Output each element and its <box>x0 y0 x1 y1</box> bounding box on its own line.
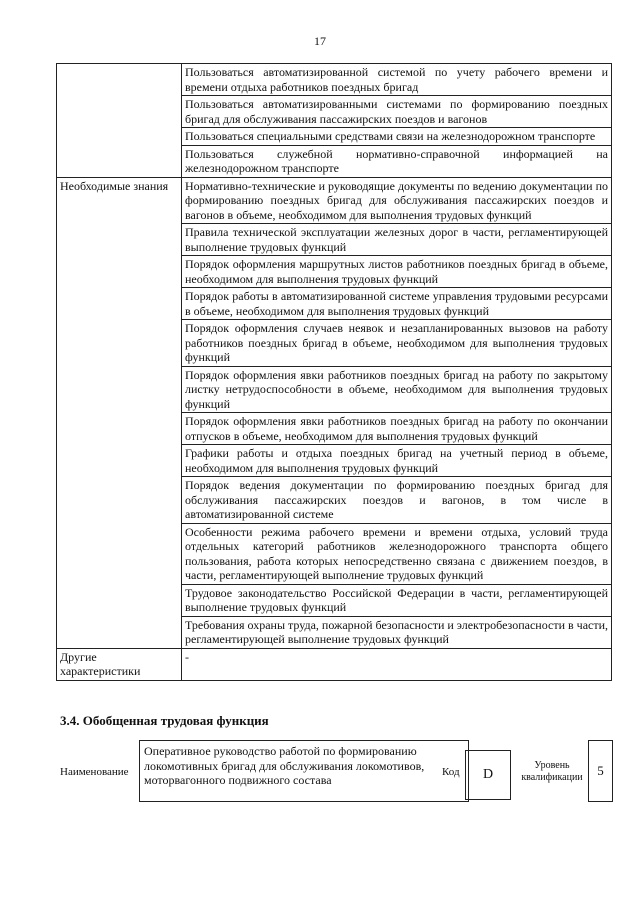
row-text: Нормативно-технические и руководящие документы по ведению документации по формированию поездных бригад для обслуживания пассажирских поездов и вагонов в объеме, необходимом для выполнения трудовых функций <box>182 177 612 224</box>
row-text: Порядок оформления явки работников поездных бригад на работу по закрытому листку нетрудоспособности в объеме, необходимом для выполнения трудовых функций <box>182 366 612 413</box>
code-label: Код <box>442 766 460 778</box>
table-row <box>57 648 612 680</box>
row-text: Порядок оформления маршрутных листов работников поездных бригад в объеме, необходимом для выполнения трудовых функций <box>182 256 612 288</box>
row-text: Порядок оформления явки работников поездных бригад на работу по окончании отпусков в объеме, необходимом для выполнения трудовых функций <box>182 413 612 445</box>
row-text: Пользоваться автоматизированными системами по формированию поездных бригад для обслуживания пассажирских поездов и вагонов <box>182 96 612 128</box>
row-text: Трудовое законодательство Российской Федерации в части, регламентирующей выполнение трудовых функций <box>182 584 612 616</box>
name-label: Наименование <box>60 766 129 778</box>
row-label: Другие характеристики <box>57 648 182 680</box>
row-text: Порядок ведения документации по формированию поездных бригад для обслуживания пассажирских поездов и вагонов, в том числе в автоматизированной системе <box>182 477 612 524</box>
row-text: Пользоваться служебной нормативно-справочной информацией на железнодорожном транспорте <box>182 145 612 177</box>
name-value: Оперативное руководство работой по формированию локомотивных бригад для обслуживания локомотивов, моторвагонного подвижного состава <box>139 740 469 802</box>
table-row <box>57 64 612 96</box>
row-text: Пользоваться автоматизированной системой по учету рабочего времени и времени отдыха работников поездных бригад <box>182 64 612 96</box>
row-text: Пользоваться специальными средствами связи на железнодорожном транспорте <box>182 128 612 146</box>
row-text: Особенности режима рабочего времени и времени отдыха, условий труда отдельных категорий работников железнодорожного транспорта общего пользования, работа которых непосредственно связана с движением поездов, в части, регламентирующей выполнение трудовых функций <box>182 523 612 584</box>
row-label: Необходимые знания <box>57 177 182 648</box>
level-label: Уровень квалификации <box>521 760 583 783</box>
section-heading: 3.4. Обобщенная трудовая функция <box>60 713 269 728</box>
row-text: Порядок оформления случаев неявок и незапланированных вызовов на работу работников поездных бригад в объеме, необходимом для выполнения трудовых функций <box>182 320 612 367</box>
row-text: Правила технической эксплуатации железных дорог в части, регламентирующей выполнение трудовых функций <box>182 224 612 256</box>
row-label <box>57 64 182 178</box>
table-row <box>57 177 612 224</box>
code-value: D <box>465 750 511 800</box>
row-text: Графики работы и отдыха поездных бригад на учетный период в объеме, необходимом для выполнения трудовых функций <box>182 445 612 477</box>
row-text: Порядок работы в автоматизированной системе управления трудовыми ресурсами в объеме, необходимом для выполнения трудовых функций <box>182 288 612 320</box>
row-text: - <box>182 648 612 680</box>
page-number: 17 <box>314 34 326 48</box>
level-value: 5 <box>588 740 613 802</box>
row-text: Требования охраны труда, пожарной безопасности и электробезопасности в части, регламентирующей выполнение трудовых функций <box>182 616 612 648</box>
generalized-function-block <box>56 740 616 802</box>
knowledge-skills-table <box>56 63 612 681</box>
